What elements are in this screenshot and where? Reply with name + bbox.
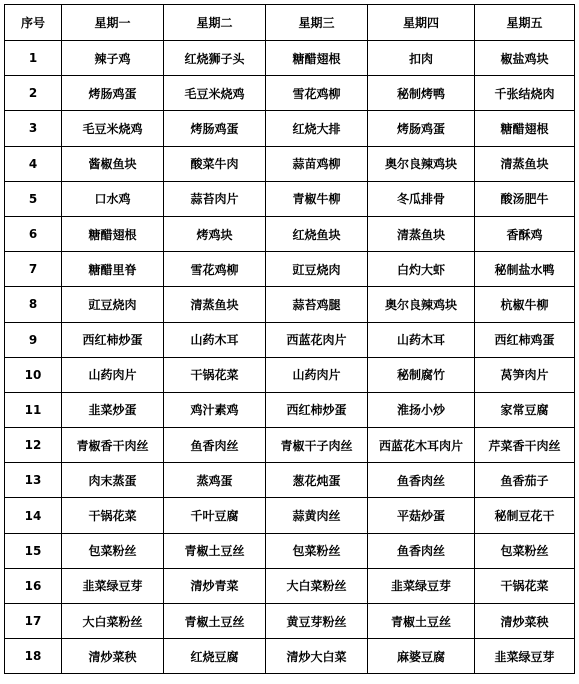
dish-cell-thursday: 淮扬小炒	[368, 392, 475, 427]
table-row	[5, 498, 575, 533]
dish-cell-tuesday: 鸡汁素鸡	[164, 392, 266, 427]
dish-cell-wednesday: 葱花炖蛋	[266, 463, 368, 498]
header-row	[5, 5, 575, 41]
dish-cell-tuesday: 蒜苔肉片	[164, 181, 266, 216]
dish-cell-monday: 包菜粉丝	[62, 533, 164, 568]
dish-cell-tuesday: 青椒土豆丝	[164, 604, 266, 639]
dish-cell-wednesday: 清炒大白菜	[266, 639, 368, 674]
row-number: 10	[5, 357, 62, 392]
dish-cell-wednesday: 黄豆芽粉丝	[266, 604, 368, 639]
table-row	[5, 568, 575, 603]
header-monday: 星期一	[62, 5, 164, 41]
dish-cell-thursday: 青椒土豆丝	[368, 604, 475, 639]
table-row	[5, 76, 575, 111]
dish-cell-tuesday: 红烧狮子头	[164, 41, 266, 76]
dish-cell-tuesday: 红烧豆腐	[164, 639, 266, 674]
dish-cell-monday: 烤肠鸡蛋	[62, 76, 164, 111]
dish-cell-wednesday: 糖醋翅根	[266, 41, 368, 76]
table-row	[5, 41, 575, 76]
dish-cell-tuesday: 千叶豆腐	[164, 498, 266, 533]
dish-cell-thursday: 平菇炒蛋	[368, 498, 475, 533]
header-index: 序号	[5, 5, 62, 41]
dish-cell-wednesday: 青椒干子肉丝	[266, 428, 368, 463]
dish-cell-friday: 包菜粉丝	[475, 533, 575, 568]
dish-cell-monday: 糖醋里脊	[62, 252, 164, 287]
dish-cell-wednesday: 蒜苔鸡腿	[266, 287, 368, 322]
dish-cell-friday: 莴笋肉片	[475, 357, 575, 392]
table-row	[5, 252, 575, 287]
table-row	[5, 216, 575, 251]
dish-cell-tuesday: 烤肠鸡蛋	[164, 111, 266, 146]
dish-cell-friday: 酸汤肥牛	[475, 181, 575, 216]
header-tuesday: 星期二	[164, 5, 266, 41]
dish-cell-thursday: 鱼香肉丝	[368, 463, 475, 498]
dish-cell-wednesday: 豇豆烧肉	[266, 252, 368, 287]
dish-cell-wednesday: 西红柿炒蛋	[266, 392, 368, 427]
row-number: 16	[5, 568, 62, 603]
dish-cell-tuesday: 青椒土豆丝	[164, 533, 266, 568]
dish-cell-wednesday: 红烧鱼块	[266, 216, 368, 251]
dish-cell-thursday: 奥尔良辣鸡块	[368, 287, 475, 322]
dish-cell-monday: 大白菜粉丝	[62, 604, 164, 639]
row-number: 1	[5, 41, 62, 76]
dish-cell-friday: 椒盐鸡块	[475, 41, 575, 76]
table-row	[5, 357, 575, 392]
table-row	[5, 392, 575, 427]
dish-cell-friday: 秘制盐水鸭	[475, 252, 575, 287]
dish-cell-wednesday: 西蓝花肉片	[266, 322, 368, 357]
dish-cell-friday: 干锅花菜	[475, 568, 575, 603]
menu-body	[5, 41, 575, 674]
table-row	[5, 604, 575, 639]
dish-cell-thursday: 冬瓜排骨	[368, 181, 475, 216]
dish-cell-thursday: 扣肉	[368, 41, 475, 76]
table-row	[5, 533, 575, 568]
dish-cell-tuesday: 毛豆米烧鸡	[164, 76, 266, 111]
dish-cell-wednesday: 蒜苗鸡柳	[266, 146, 368, 181]
dish-cell-friday: 香酥鸡	[475, 216, 575, 251]
dish-cell-tuesday: 清蒸鱼块	[164, 287, 266, 322]
dish-cell-monday: 山药肉片	[62, 357, 164, 392]
dish-cell-friday: 西红柿鸡蛋	[475, 322, 575, 357]
dish-cell-friday: 杭椒牛柳	[475, 287, 575, 322]
table-row	[5, 111, 575, 146]
dish-cell-thursday: 清蒸鱼块	[368, 216, 475, 251]
dish-cell-thursday: 白灼大虾	[368, 252, 475, 287]
dish-cell-thursday: 秘制烤鸭	[368, 76, 475, 111]
dish-cell-friday: 芹菜香干肉丝	[475, 428, 575, 463]
header-wednesday: 星期三	[266, 5, 368, 41]
table-row	[5, 287, 575, 322]
dish-cell-wednesday: 蒜黄肉丝	[266, 498, 368, 533]
dish-cell-thursday: 麻婆豆腐	[368, 639, 475, 674]
dish-cell-wednesday: 雪花鸡柳	[266, 76, 368, 111]
dish-cell-wednesday: 青椒牛柳	[266, 181, 368, 216]
table-row	[5, 146, 575, 181]
row-number: 2	[5, 76, 62, 111]
dish-cell-wednesday: 山药肉片	[266, 357, 368, 392]
dish-cell-friday: 清蒸鱼块	[475, 146, 575, 181]
dish-cell-friday: 鱼香茄子	[475, 463, 575, 498]
row-number: 14	[5, 498, 62, 533]
dish-cell-wednesday: 红烧大排	[266, 111, 368, 146]
dish-cell-tuesday: 山药木耳	[164, 322, 266, 357]
dish-cell-tuesday: 清炒青菜	[164, 568, 266, 603]
dish-cell-monday: 韭菜绿豆芽	[62, 568, 164, 603]
dish-cell-monday: 口水鸡	[62, 181, 164, 216]
dish-cell-tuesday: 酸菜牛肉	[164, 146, 266, 181]
dish-cell-monday: 青椒香干肉丝	[62, 428, 164, 463]
table-row	[5, 181, 575, 216]
row-number: 17	[5, 604, 62, 639]
dish-cell-monday: 干锅花菜	[62, 498, 164, 533]
dish-cell-tuesday: 鱼香肉丝	[164, 428, 266, 463]
dish-cell-monday: 酱椒鱼块	[62, 146, 164, 181]
dish-cell-friday: 家常豆腐	[475, 392, 575, 427]
dish-cell-monday: 辣子鸡	[62, 41, 164, 76]
dish-cell-friday: 糖醋翅根	[475, 111, 575, 146]
weekly-menu-table	[4, 4, 575, 674]
row-number: 4	[5, 146, 62, 181]
dish-cell-friday: 秘制豆花干	[475, 498, 575, 533]
dish-cell-thursday: 山药木耳	[368, 322, 475, 357]
row-number: 7	[5, 252, 62, 287]
dish-cell-monday: 韭菜炒蛋	[62, 392, 164, 427]
dish-cell-monday: 糖醋翅根	[62, 216, 164, 251]
row-number: 11	[5, 392, 62, 427]
table-row	[5, 322, 575, 357]
row-number: 6	[5, 216, 62, 251]
dish-cell-thursday: 西蓝花木耳肉片	[368, 428, 475, 463]
table-row	[5, 463, 575, 498]
row-number: 18	[5, 639, 62, 674]
dish-cell-thursday: 奥尔良辣鸡块	[368, 146, 475, 181]
row-number: 8	[5, 287, 62, 322]
dish-cell-tuesday: 雪花鸡柳	[164, 252, 266, 287]
header-thursday: 星期四	[368, 5, 475, 41]
dish-cell-wednesday: 包菜粉丝	[266, 533, 368, 568]
row-number: 5	[5, 181, 62, 216]
dish-cell-tuesday: 干锅花菜	[164, 357, 266, 392]
header-friday: 星期五	[475, 5, 575, 41]
dish-cell-friday: 清炒菜秧	[475, 604, 575, 639]
dish-cell-monday: 清炒菜秧	[62, 639, 164, 674]
dish-cell-thursday: 烤肠鸡蛋	[368, 111, 475, 146]
dish-cell-tuesday: 烤鸡块	[164, 216, 266, 251]
dish-cell-monday: 肉末蒸蛋	[62, 463, 164, 498]
table-row	[5, 428, 575, 463]
dish-cell-wednesday: 大白菜粉丝	[266, 568, 368, 603]
dish-cell-monday: 西红柿炒蛋	[62, 322, 164, 357]
row-number: 9	[5, 322, 62, 357]
dish-cell-tuesday: 蒸鸡蛋	[164, 463, 266, 498]
dish-cell-thursday: 鱼香肉丝	[368, 533, 475, 568]
dish-cell-friday: 千张结烧肉	[475, 76, 575, 111]
table-row	[5, 639, 575, 674]
dish-cell-monday: 豇豆烧肉	[62, 287, 164, 322]
row-number: 12	[5, 428, 62, 463]
dish-cell-thursday: 秘制腐竹	[368, 357, 475, 392]
dish-cell-monday: 毛豆米烧鸡	[62, 111, 164, 146]
row-number: 15	[5, 533, 62, 568]
row-number: 13	[5, 463, 62, 498]
row-number: 3	[5, 111, 62, 146]
dish-cell-thursday: 韭菜绿豆芽	[368, 568, 475, 603]
dish-cell-friday: 韭菜绿豆芽	[475, 639, 575, 674]
